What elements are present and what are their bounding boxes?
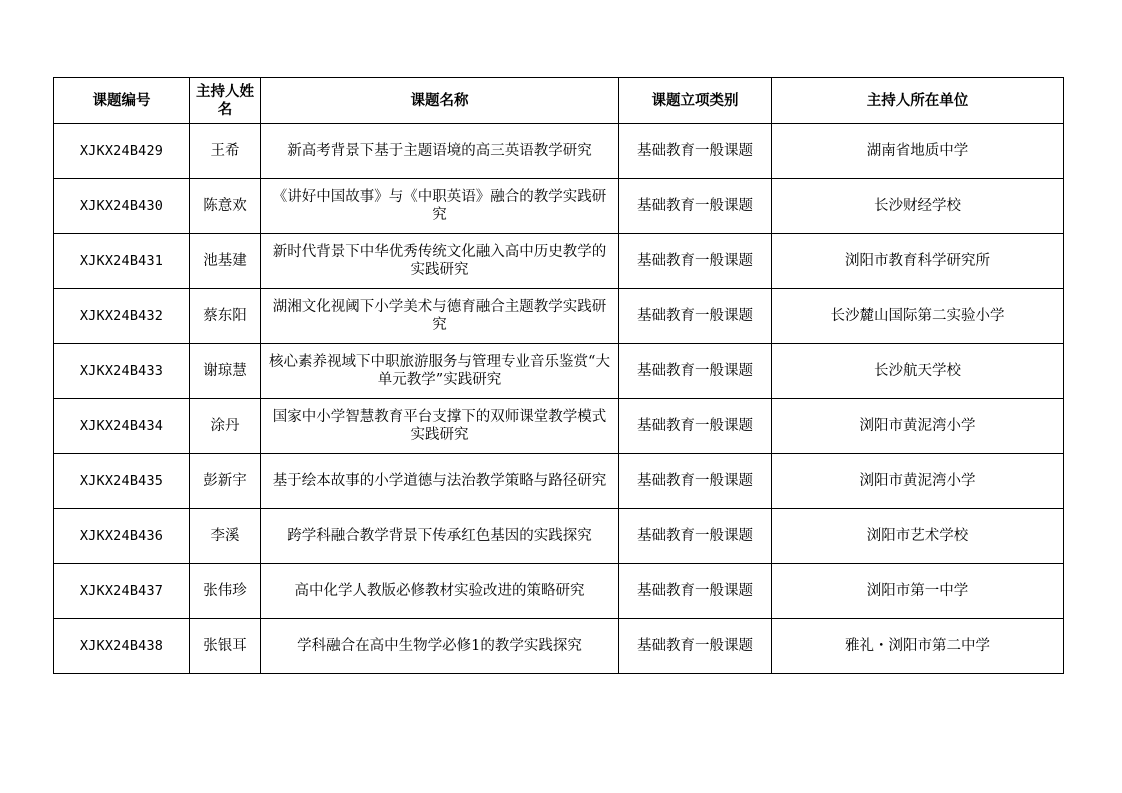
project-category: 基础教育一般课题	[619, 454, 772, 509]
project-category: 基础教育一般课题	[619, 399, 772, 454]
project-category: 基础教育一般课题	[619, 619, 772, 674]
host-unit: 浏阳市黄泥湾小学	[772, 399, 1064, 454]
project-title: 湖湘文化视阈下小学美术与德育融合主题教学实践研究	[261, 289, 619, 344]
project-title: 新高考背景下基于主题语境的高三英语教学研究	[261, 124, 619, 179]
project-category: 基础教育一般课题	[619, 234, 772, 289]
header-code: 课题编号	[54, 78, 190, 124]
project-title: 核心素养视域下中职旅游服务与管理专业音乐鉴赏“大单元教学”实践研究	[261, 344, 619, 399]
table-row	[54, 509, 1064, 564]
host-unit: 浏阳市黄泥湾小学	[772, 454, 1064, 509]
project-title: 《讲好中国故事》与《中职英语》融合的教学实践研究	[261, 179, 619, 234]
project-category: 基础教育一般课题	[619, 564, 772, 619]
host-unit: 浏阳市第一中学	[772, 564, 1064, 619]
host-unit: 长沙麓山国际第二实验小学	[772, 289, 1064, 344]
project-code: XJKX24B429	[54, 124, 190, 179]
project-title: 高中化学人教版必修教材实验改进的策略研究	[261, 564, 619, 619]
host-name: 池基建	[190, 234, 261, 289]
project-code: XJKX24B434	[54, 399, 190, 454]
project-code: XJKX24B438	[54, 619, 190, 674]
project-category: 基础教育一般课题	[619, 289, 772, 344]
project-category: 基础教育一般课题	[619, 344, 772, 399]
host-unit: 长沙航天学校	[772, 344, 1064, 399]
host-unit: 浏阳市艺术学校	[772, 509, 1064, 564]
table-row	[54, 179, 1064, 234]
host-unit: 湖南省地质中学	[772, 124, 1064, 179]
project-title: 学科融合在高中生物学必修1的教学实践探究	[261, 619, 619, 674]
table-row	[54, 399, 1064, 454]
table-row	[54, 454, 1064, 509]
host-name: 王希	[190, 124, 261, 179]
host-name: 谢琼慧	[190, 344, 261, 399]
table-row	[54, 289, 1064, 344]
header-host: 主持人姓名	[190, 78, 261, 124]
host-unit: 长沙财经学校	[772, 179, 1064, 234]
project-code: XJKX24B430	[54, 179, 190, 234]
project-category: 基础教育一般课题	[619, 179, 772, 234]
project-code: XJKX24B433	[54, 344, 190, 399]
project-title: 基于绘本故事的小学道德与法治教学策略与路径研究	[261, 454, 619, 509]
table-row	[54, 124, 1064, 179]
project-list-sheet	[53, 77, 1063, 674]
host-name: 涂丹	[190, 399, 261, 454]
project-code: XJKX24B437	[54, 564, 190, 619]
project-category: 基础教育一般课题	[619, 509, 772, 564]
project-code: XJKX24B435	[54, 454, 190, 509]
host-name: 张银耳	[190, 619, 261, 674]
host-unit: 雅礼・浏阳市第二中学	[772, 619, 1064, 674]
project-title: 跨学科融合教学背景下传承红色基因的实践探究	[261, 509, 619, 564]
table-row	[54, 564, 1064, 619]
project-title: 新时代背景下中华优秀传统文化融入高中历史教学的实践研究	[261, 234, 619, 289]
header-title: 课题名称	[261, 78, 619, 124]
table-row	[54, 619, 1064, 674]
project-title: 国家中小学智慧教育平台支撑下的双师课堂教学模式实践研究	[261, 399, 619, 454]
header-category: 课题立项类别	[619, 78, 772, 124]
host-unit: 浏阳市教育科学研究所	[772, 234, 1064, 289]
project-code: XJKX24B436	[54, 509, 190, 564]
table-row	[54, 234, 1064, 289]
project-code: XJKX24B432	[54, 289, 190, 344]
host-name: 李溪	[190, 509, 261, 564]
header-unit: 主持人所在单位	[772, 78, 1064, 124]
table-header-row	[54, 78, 1064, 124]
project-code: XJKX24B431	[54, 234, 190, 289]
project-category: 基础教育一般课题	[619, 124, 772, 179]
table-row	[54, 344, 1064, 399]
host-name: 彭新宇	[190, 454, 261, 509]
host-name: 陈意欢	[190, 179, 261, 234]
project-table	[53, 77, 1064, 674]
host-name: 蔡东阳	[190, 289, 261, 344]
host-name: 张伟珍	[190, 564, 261, 619]
